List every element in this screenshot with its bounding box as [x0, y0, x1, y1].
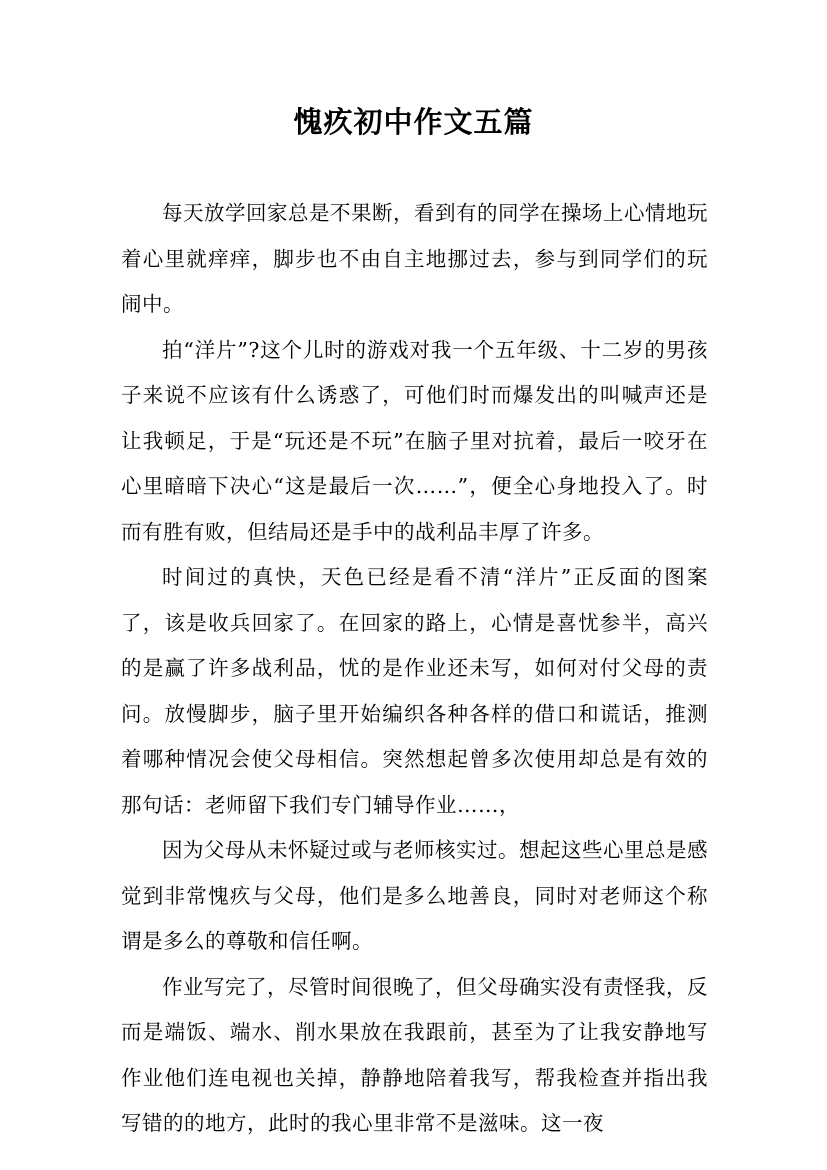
paragraph: 因为父母从未怀疑过或与老师核实过。想起这些心里总是感觉到非常愧疚与父母，他们是多么地善良，同时对老师这个称谓是多么的尊敬和信任啊。 — [121, 838, 708, 953]
document-title: 愧疚初中作文五篇 — [293, 105, 534, 139]
paragraph: 作业写完了，尽管时间很晚了，但父母确实没有责怪我，反而是端饭、端水、削水果放在我跟前，甚至为了让我安静地写作业他们连电视也关掉，静静地陪着我写，帮我检查并指出我写错的的地方，此时的我心里非常不是滋味。这一夜 — [121, 974, 708, 1135]
document-body — [121, 191, 708, 1147]
paragraph: 每天放学回家总是不果断，看到有的同学在操场上心情地玩着心里就痒痒，脚步也不由自主地挪过去，参与到同学们的玩闹中。 — [121, 201, 708, 316]
paragraph: 时间过的真快，天色已经是看不清“洋片”正反面的图案了，该是收兵回家了。在回家的路上，心情是喜忧参半，高兴的是赢了许多战利品，忧的是作业还未写，如何对付父母的责问。放慢脚步，脑子里开始编织各种各样的借口和谎话，推测着哪种情况会使父母相信。突然想起曾多次使用却总是有效的那句话：老师留下我们专门辅导作业……， — [121, 565, 708, 817]
paragraph: 拍“洋片”?这个儿时的游戏对我一个五年级、十二岁的男孩子来说不应该有什么诱惑了，可他们时而爆发出的叫喊声还是让我顿足，于是“玩还是不玩”在脑子里对抗着，最后一咬牙在心里暗暗下决心“这是最后一次……”，便全心身地投入了。时而有胜有败，但结局还是手中的战利品丰厚了许多。 — [121, 337, 708, 544]
